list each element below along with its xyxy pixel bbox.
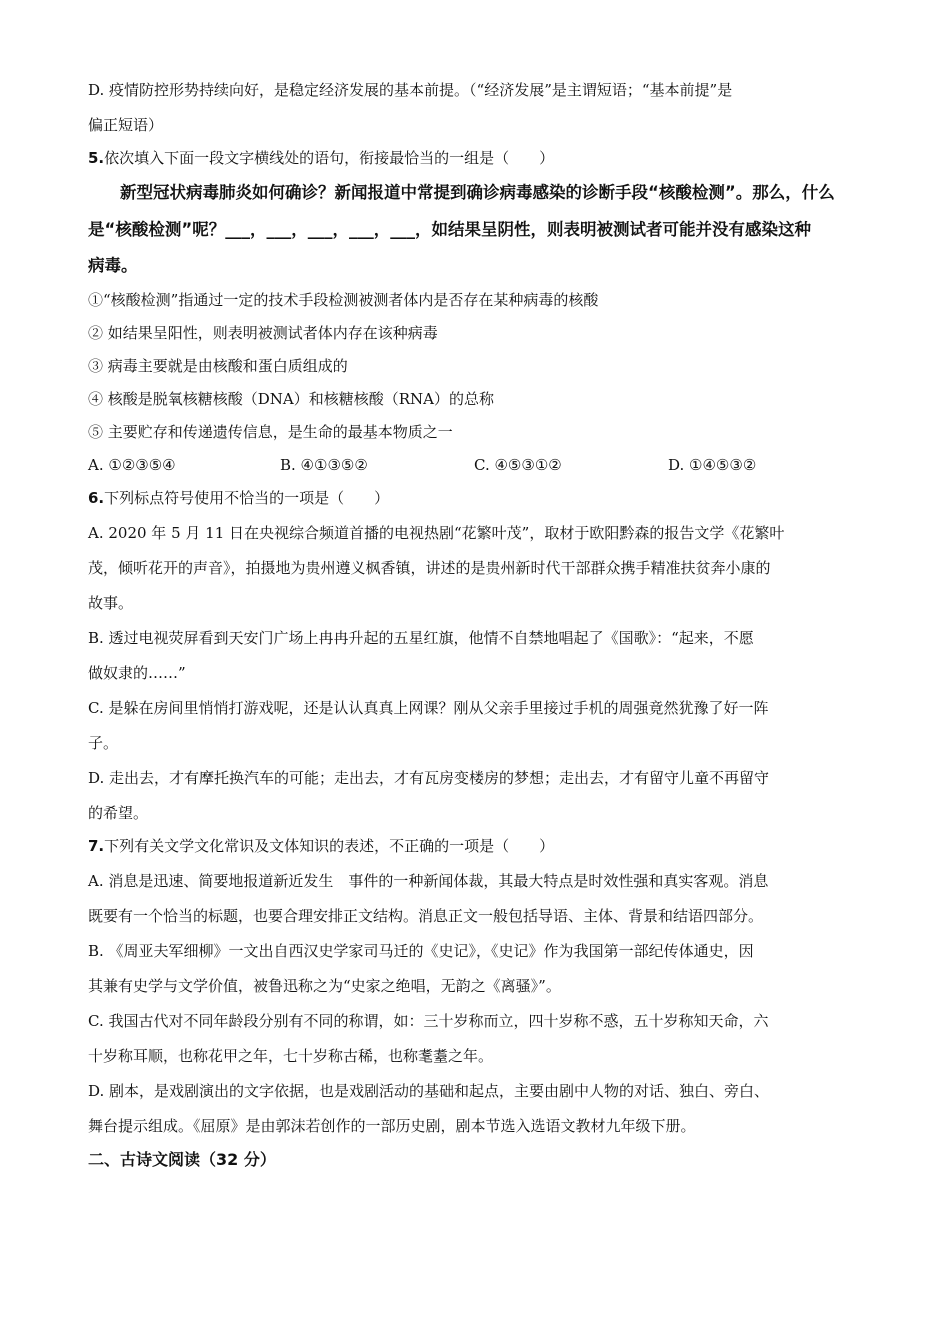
- q5-option-a[interactable]: A. ①②③⑤④: [88, 456, 176, 474]
- q6-title-text: 下列标点符号使用不恰当的一项是（ ）: [104, 489, 390, 507]
- q5-title-text: 依次填入下面一段文字横线处的语句，衔接最恰当的一组是（ ）: [104, 149, 555, 167]
- q4-option-d-line-2: 偏正短语）: [88, 116, 164, 134]
- q7-option-b-line-1[interactable]: B. 《周亚夫军细柳》一文出自西汉史学家司马迁的《史记》，《史记》作为我国第一部纪传体通史，因: [88, 942, 754, 960]
- q6-number: 6.: [88, 489, 105, 507]
- q6-option-a-line-3: 故事。: [88, 594, 134, 612]
- q6-option-b-line-1[interactable]: B. 透过电视荧屏看到天安门广场上冉冉升起的五星红旗，他情不自禁地唱起了《国歌》：“起来，不愿: [88, 629, 754, 647]
- q5-item-1: ①“核酸检测”指通过一定的技术手段检测被测者体内是否存在某种病毒的核酸: [88, 291, 599, 309]
- q7-title: [88, 836, 860, 856]
- q7-option-d-line-1[interactable]: D. 剧本，是戏剧演出的文字依据，也是戏剧活动的基础和起点，主要由剧中人物的对话、独白、旁白、: [88, 1082, 770, 1100]
- q5-item-4: ④ 核酸是脱氧核糖核酸（DNA）和核糖核酸（RNA）的总称: [88, 390, 495, 408]
- q5-item-2: ② 如结果呈阳性，则表明被测试者体内存在该种病毒: [88, 324, 438, 342]
- q5-option-b[interactable]: B. ④①③⑤②: [280, 456, 368, 474]
- q7-option-a-line-1[interactable]: A. 消息是迅速、简要地报道新近发生 事件的一种新闻体裁，其最大特点是时效性强和真实客观。消息: [88, 872, 769, 890]
- q5-passage-line-2: 是“核酸检测”呢？___，___，___，___，___，如结果呈阴性，则表明被测试者可能并没有感染这种: [88, 220, 811, 239]
- q5-item-5: ⑤ 主要贮存和传递遗传信息，是生命的最基本物质之一: [88, 423, 453, 441]
- q6-option-d-line-1[interactable]: D. 走出去，才有摩托换汽车的可能；走出去，才有瓦房变楼房的梦想；走出去，才有留守儿童不再留守: [88, 769, 770, 787]
- q6-option-b-line-2: 做奴隶的……”: [88, 664, 186, 682]
- q7-option-c-line-1[interactable]: C. 我国古代对不同年龄段分别有不同的称谓，如：三十岁称而立，四十岁称不惑，五十岁称知天命，六: [88, 1012, 769, 1030]
- q7-title-text: 下列有关文学文化常识及文体知识的表述，不正确的一项是（ ）: [104, 837, 555, 855]
- q7-option-d-line-2: 舞台提示组成。《屈原》是由郭沫若创作的一部历史剧，剧本节选入选语文教材九年级下册。: [88, 1117, 696, 1135]
- q6-option-a-line-2: 茂，倾听花开的声音》，拍摄地为贵州遵义枫香镇，讲述的是贵州新时代干部群众携手精准扶贫奔小康的: [88, 559, 771, 577]
- exam-page: [88, 74, 860, 1171]
- q7-number: 7.: [88, 837, 105, 855]
- q5-number: 5.: [88, 149, 105, 167]
- q5-option-c[interactable]: C. ④⑤③①②: [474, 456, 562, 474]
- q7-option-b-line-2: 其兼有史学与文学价值，被鲁迅称之为“史家之绝唱，无韵之《离骚》”。: [88, 977, 561, 995]
- q5-options: [88, 455, 860, 475]
- section-heading-classical-reading: 二、古诗文阅读（32 分）: [88, 1150, 276, 1169]
- q4-option-d-line-1: D. 疫情防控形势持续向好，是稳定经济发展的基本前提。（“经济发展”是主谓短语；“基本前提”是: [88, 81, 733, 99]
- q5-passage-line-1: 新型冠状病毒肺炎如何确诊？新闻报道中常提到确诊病毒感染的诊断手段“核酸检测”。那么，什么: [120, 183, 835, 202]
- q7-option-c-line-2: 十岁称耳顺，也称花甲之年，七十岁称古稀，也称耄耋之年。: [88, 1047, 494, 1065]
- q5-title: [88, 148, 860, 168]
- q7-option-a-line-2: 既要有一个恰当的标题，也要合理安排正文结构。消息正文一般包括导语、主体、背景和结语四部分。: [88, 907, 764, 925]
- q5-option-d[interactable]: D. ①④⑤③②: [668, 456, 757, 474]
- q6-option-c-line-1[interactable]: C. 是躲在房间里悄悄打游戏呢，还是认认真真上网课？刚从父亲手里接过手机的周强竟然犹豫了好一阵: [88, 699, 769, 717]
- q6-option-a-line-1[interactable]: A. 2020 年 5 月 11 日在央视综合频道首播的电视热剧“花繁叶茂”，取材于欧阳黔森的报告文学《花繁叶: [88, 524, 785, 542]
- q5-item-3: ③ 病毒主要就是由核酸和蛋白质组成的: [88, 357, 348, 375]
- q6-option-d-line-2: 的希望。: [88, 804, 149, 822]
- q6-option-c-line-2: 子。: [88, 734, 119, 752]
- q5-passage-line-3: 病毒。: [88, 256, 138, 275]
- q6-title: [88, 488, 860, 508]
